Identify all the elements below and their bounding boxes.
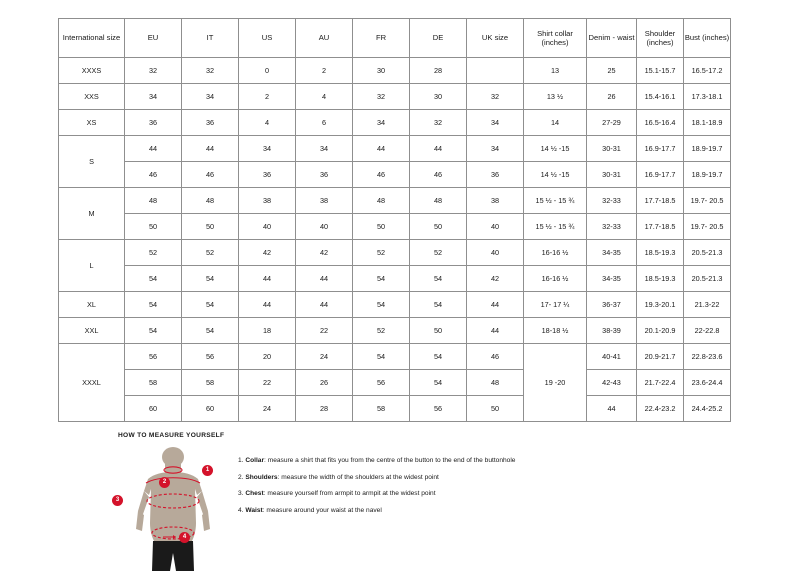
table-cell: 6 xyxy=(296,110,353,136)
table-cell: 50 xyxy=(410,318,467,344)
table-cell: 18.5-19.3 xyxy=(637,240,684,266)
table-cell: 36 xyxy=(125,110,182,136)
table-cell: 26 xyxy=(296,370,353,396)
step-text: : measure the width of the shoulders at the widest point xyxy=(277,473,439,481)
how-to-measure-title: HOW TO MEASURE YOURSELF xyxy=(118,432,225,439)
table-cell: 40 xyxy=(467,214,524,240)
table-cell: 48 xyxy=(467,370,524,396)
table-cell: 14 ½ -15 xyxy=(524,162,587,188)
table-cell: 36 xyxy=(239,162,296,188)
table-cell: 38 xyxy=(467,188,524,214)
table-cell: 60 xyxy=(182,396,239,422)
table-cell: 34 xyxy=(467,136,524,162)
table-cell: 18.1-18.9 xyxy=(684,110,731,136)
column-header: AU xyxy=(296,19,353,58)
table-cell: 16.9-17.7 xyxy=(637,162,684,188)
size-label-cell: L xyxy=(59,240,125,292)
table-cell xyxy=(467,58,524,84)
table-row xyxy=(59,370,731,396)
table-cell: 16.9-17.7 xyxy=(637,136,684,162)
table-cell: 19.7- 20.5 xyxy=(684,188,731,214)
table-cell: 56 xyxy=(410,396,467,422)
table-cell: 30 xyxy=(410,84,467,110)
table-cell: 17.3-18.1 xyxy=(684,84,731,110)
table-row xyxy=(59,214,731,240)
table-cell: 34 xyxy=(125,84,182,110)
table-cell: 38 xyxy=(296,188,353,214)
table-cell: 27-29 xyxy=(587,110,637,136)
table-cell: 36-37 xyxy=(587,292,637,318)
table-cell: 15.1-15.7 xyxy=(637,58,684,84)
table-cell: 14 ½ -15 xyxy=(524,136,587,162)
table-cell: 40 xyxy=(296,214,353,240)
table-cell: 46 xyxy=(467,344,524,370)
table-row xyxy=(59,136,731,162)
column-header: Shirt collar (inches) xyxy=(524,19,587,58)
table-row xyxy=(59,396,731,422)
table-cell: 30 xyxy=(353,58,410,84)
table-cell: 20 xyxy=(239,344,296,370)
table-cell: 50 xyxy=(353,214,410,240)
table-cell: 48 xyxy=(410,188,467,214)
measurement-figure xyxy=(115,445,228,575)
table-cell: 22.4-23.2 xyxy=(637,396,684,422)
table-cell: 16.5-17.2 xyxy=(684,58,731,84)
step-text: : measure yourself from armpit to armpit at the widest point xyxy=(263,490,436,498)
table-cell: 54 xyxy=(182,318,239,344)
table-cell: 50 xyxy=(125,214,182,240)
table-cell: 56 xyxy=(125,344,182,370)
table-cell: 44 xyxy=(239,292,296,318)
table-cell: 50 xyxy=(467,396,524,422)
table-cell: 15 ½ - 15 ¾ xyxy=(524,214,587,240)
table-body xyxy=(59,58,731,422)
table-cell: 44 xyxy=(125,136,182,162)
table-cell: 34 xyxy=(467,110,524,136)
table-cell: 13 ½ xyxy=(524,84,587,110)
table-row xyxy=(59,240,731,266)
table-cell: 22 xyxy=(296,318,353,344)
table-cell: 28 xyxy=(296,396,353,422)
table-cell: 22-22.8 xyxy=(684,318,731,344)
table-cell: 36 xyxy=(467,162,524,188)
table-cell: 40 xyxy=(467,240,524,266)
table-cell: 24 xyxy=(296,344,353,370)
table-cell: 17- 17 ¼ xyxy=(524,292,587,318)
table-cell: 46 xyxy=(353,162,410,188)
table-cell: 54 xyxy=(125,318,182,344)
table-cell: 4 xyxy=(239,110,296,136)
table-cell: 14 xyxy=(524,110,587,136)
table-cell: 38-39 xyxy=(587,318,637,344)
table-cell: 34 xyxy=(353,110,410,136)
table-cell: 34-35 xyxy=(587,240,637,266)
table-row xyxy=(59,58,731,84)
step-term: Shoulders xyxy=(245,473,278,481)
table-cell: 52 xyxy=(182,240,239,266)
table-cell: 56 xyxy=(182,344,239,370)
table-cell: 42 xyxy=(296,240,353,266)
table-cell: 54 xyxy=(410,344,467,370)
table-cell: 18-18 ½ xyxy=(524,318,587,344)
table-cell: 58 xyxy=(125,370,182,396)
table-cell: 40 xyxy=(239,214,296,240)
list-item xyxy=(238,474,515,482)
size-label-cell: XS xyxy=(59,110,125,136)
table-cell: 24 xyxy=(239,396,296,422)
column-header: EU xyxy=(125,19,182,58)
table-cell: 20.5-21.3 xyxy=(684,266,731,292)
table-cell: 44 xyxy=(296,266,353,292)
table-cell: 36 xyxy=(182,110,239,136)
column-header: Shoulder (inches) xyxy=(637,19,684,58)
table-row xyxy=(59,162,731,188)
table-cell: 54 xyxy=(125,266,182,292)
table-cell: 52 xyxy=(410,240,467,266)
table-cell: 58 xyxy=(353,396,410,422)
table-cell: 54 xyxy=(125,292,182,318)
table-cell: 54 xyxy=(182,292,239,318)
table-cell: 26 xyxy=(587,84,637,110)
table-cell: 34 xyxy=(182,84,239,110)
measure-badge-2: 2 xyxy=(159,477,170,488)
table-cell: 19.3-20.1 xyxy=(637,292,684,318)
table-header-row xyxy=(59,19,731,58)
list-item xyxy=(238,507,515,515)
table-row xyxy=(59,110,731,136)
table-cell: 44 xyxy=(182,136,239,162)
size-label-cell: XXXL xyxy=(59,344,125,422)
step-number: 3. xyxy=(238,490,244,498)
torso-diagram-icon xyxy=(118,445,228,575)
table-row xyxy=(59,344,731,370)
column-header: IT xyxy=(182,19,239,58)
table-cell: 18.9-19.7 xyxy=(684,136,731,162)
step-number: 4. xyxy=(238,507,244,515)
measure-badge-1: 1 xyxy=(202,465,213,476)
table-cell: 54 xyxy=(410,370,467,396)
table-cell: 32-33 xyxy=(587,214,637,240)
table-cell: 2 xyxy=(296,58,353,84)
table-cell: 17.7-18.5 xyxy=(637,188,684,214)
column-header: US xyxy=(239,19,296,58)
table-cell: 54 xyxy=(353,266,410,292)
step-term: Chest xyxy=(245,490,264,498)
table-cell: 32 xyxy=(410,110,467,136)
table-cell: 48 xyxy=(353,188,410,214)
table-cell: 21.7-22.4 xyxy=(637,370,684,396)
table-cell: 54 xyxy=(182,266,239,292)
size-label-cell: XL xyxy=(59,292,125,318)
step-text: : measure a shirt that fits you from the centre of the button to the end of the buttonhole xyxy=(264,457,516,464)
table-cell: 58 xyxy=(182,370,239,396)
table-cell: 28 xyxy=(410,58,467,84)
table-cell: 54 xyxy=(410,266,467,292)
size-label-cell: M xyxy=(59,188,125,240)
table-cell: 19.7- 20.5 xyxy=(684,214,731,240)
table-cell: 54 xyxy=(353,292,410,318)
step-term: Waist xyxy=(245,507,263,515)
table-cell: 50 xyxy=(182,214,239,240)
table-cell: 21.3-22 xyxy=(684,292,731,318)
size-chart-table xyxy=(58,18,731,422)
step-number: 1. xyxy=(238,457,244,464)
table-cell: 44 xyxy=(467,318,524,344)
table-cell: 25 xyxy=(587,58,637,84)
table-cell: 42 xyxy=(467,266,524,292)
step-term: Collar xyxy=(245,457,265,464)
table-cell: 23.6-24.4 xyxy=(684,370,731,396)
table-cell: 20.1-20.9 xyxy=(637,318,684,344)
column-header: FR xyxy=(353,19,410,58)
table-cell: 30-31 xyxy=(587,162,637,188)
column-header: Bust (inches) xyxy=(684,19,731,58)
table-cell: 34 xyxy=(296,136,353,162)
column-header: Denim - waist xyxy=(587,19,637,58)
table-cell: 34-35 xyxy=(587,266,637,292)
table-cell: 42 xyxy=(239,240,296,266)
list-item xyxy=(238,490,515,498)
table-cell: 16-16 ½ xyxy=(524,266,587,292)
table-cell: 32 xyxy=(182,58,239,84)
table-cell: 54 xyxy=(353,344,410,370)
table-cell: 54 xyxy=(410,292,467,318)
table-cell: 48 xyxy=(182,188,239,214)
table-row xyxy=(59,266,731,292)
column-header: International size xyxy=(59,19,125,58)
table-cell: 4 xyxy=(296,84,353,110)
step-number: 2. xyxy=(238,473,244,481)
table-cell: 32-33 xyxy=(587,188,637,214)
column-header: DE xyxy=(410,19,467,58)
table-row xyxy=(59,84,731,110)
step-text: : measure around your waist at the navel xyxy=(262,507,382,515)
table-cell: 44 xyxy=(353,136,410,162)
table-cell: 34 xyxy=(239,136,296,162)
how-to-measure-section xyxy=(115,432,758,575)
table-cell: 50 xyxy=(410,214,467,240)
table-cell: 32 xyxy=(125,58,182,84)
table-cell: 19 -20 xyxy=(524,344,587,422)
table-cell: 13 xyxy=(524,58,587,84)
size-label-cell: XXXS xyxy=(59,58,125,84)
size-label-cell: XXL xyxy=(59,318,125,344)
measure-badge-3: 3 xyxy=(112,495,123,506)
list-item xyxy=(238,457,515,465)
size-chart-container xyxy=(58,18,730,422)
table-cell: 0 xyxy=(239,58,296,84)
column-header: UK size xyxy=(467,19,524,58)
table-cell: 44 xyxy=(239,266,296,292)
table-cell: 52 xyxy=(353,318,410,344)
table-cell: 52 xyxy=(353,240,410,266)
table-cell: 32 xyxy=(353,84,410,110)
table-cell: 16.5-16.4 xyxy=(637,110,684,136)
table-cell: 44 xyxy=(410,136,467,162)
table-cell: 32 xyxy=(467,84,524,110)
table-cell: 22 xyxy=(239,370,296,396)
table-cell: 18.5-19.3 xyxy=(637,266,684,292)
table-cell: 15.4-16.1 xyxy=(637,84,684,110)
size-label-cell: XXS xyxy=(59,84,125,110)
table-cell: 52 xyxy=(125,240,182,266)
size-label-cell: S xyxy=(59,136,125,188)
table-cell: 36 xyxy=(296,162,353,188)
table-row xyxy=(59,292,731,318)
table-cell: 30-31 xyxy=(587,136,637,162)
table-cell: 46 xyxy=(410,162,467,188)
table-cell: 42-43 xyxy=(587,370,637,396)
table-cell: 60 xyxy=(125,396,182,422)
table-cell: 17.7-18.5 xyxy=(637,214,684,240)
table-cell: 20.5-21.3 xyxy=(684,240,731,266)
table-cell: 15 ½ - 15 ¾ xyxy=(524,188,587,214)
table-cell: 18.9-19.7 xyxy=(684,162,731,188)
table-row xyxy=(59,318,731,344)
table-cell: 46 xyxy=(182,162,239,188)
table-cell: 40-41 xyxy=(587,344,637,370)
table-cell: 48 xyxy=(125,188,182,214)
table-cell: 44 xyxy=(467,292,524,318)
table-cell: 44 xyxy=(296,292,353,318)
table-cell: 38 xyxy=(239,188,296,214)
table-cell: 22.8-23.6 xyxy=(684,344,731,370)
table-cell: 16-16 ½ xyxy=(524,240,587,266)
table-cell: 2 xyxy=(239,84,296,110)
table-cell: 24.4-25.2 xyxy=(684,396,731,422)
table-cell: 46 xyxy=(125,162,182,188)
table-cell: 18 xyxy=(239,318,296,344)
measure-steps-list xyxy=(238,445,515,524)
table-row xyxy=(59,188,731,214)
measure-badge-4: 4 xyxy=(179,532,190,543)
table-cell: 44 xyxy=(587,396,637,422)
table-cell: 20.9-21.7 xyxy=(637,344,684,370)
table-cell: 56 xyxy=(353,370,410,396)
